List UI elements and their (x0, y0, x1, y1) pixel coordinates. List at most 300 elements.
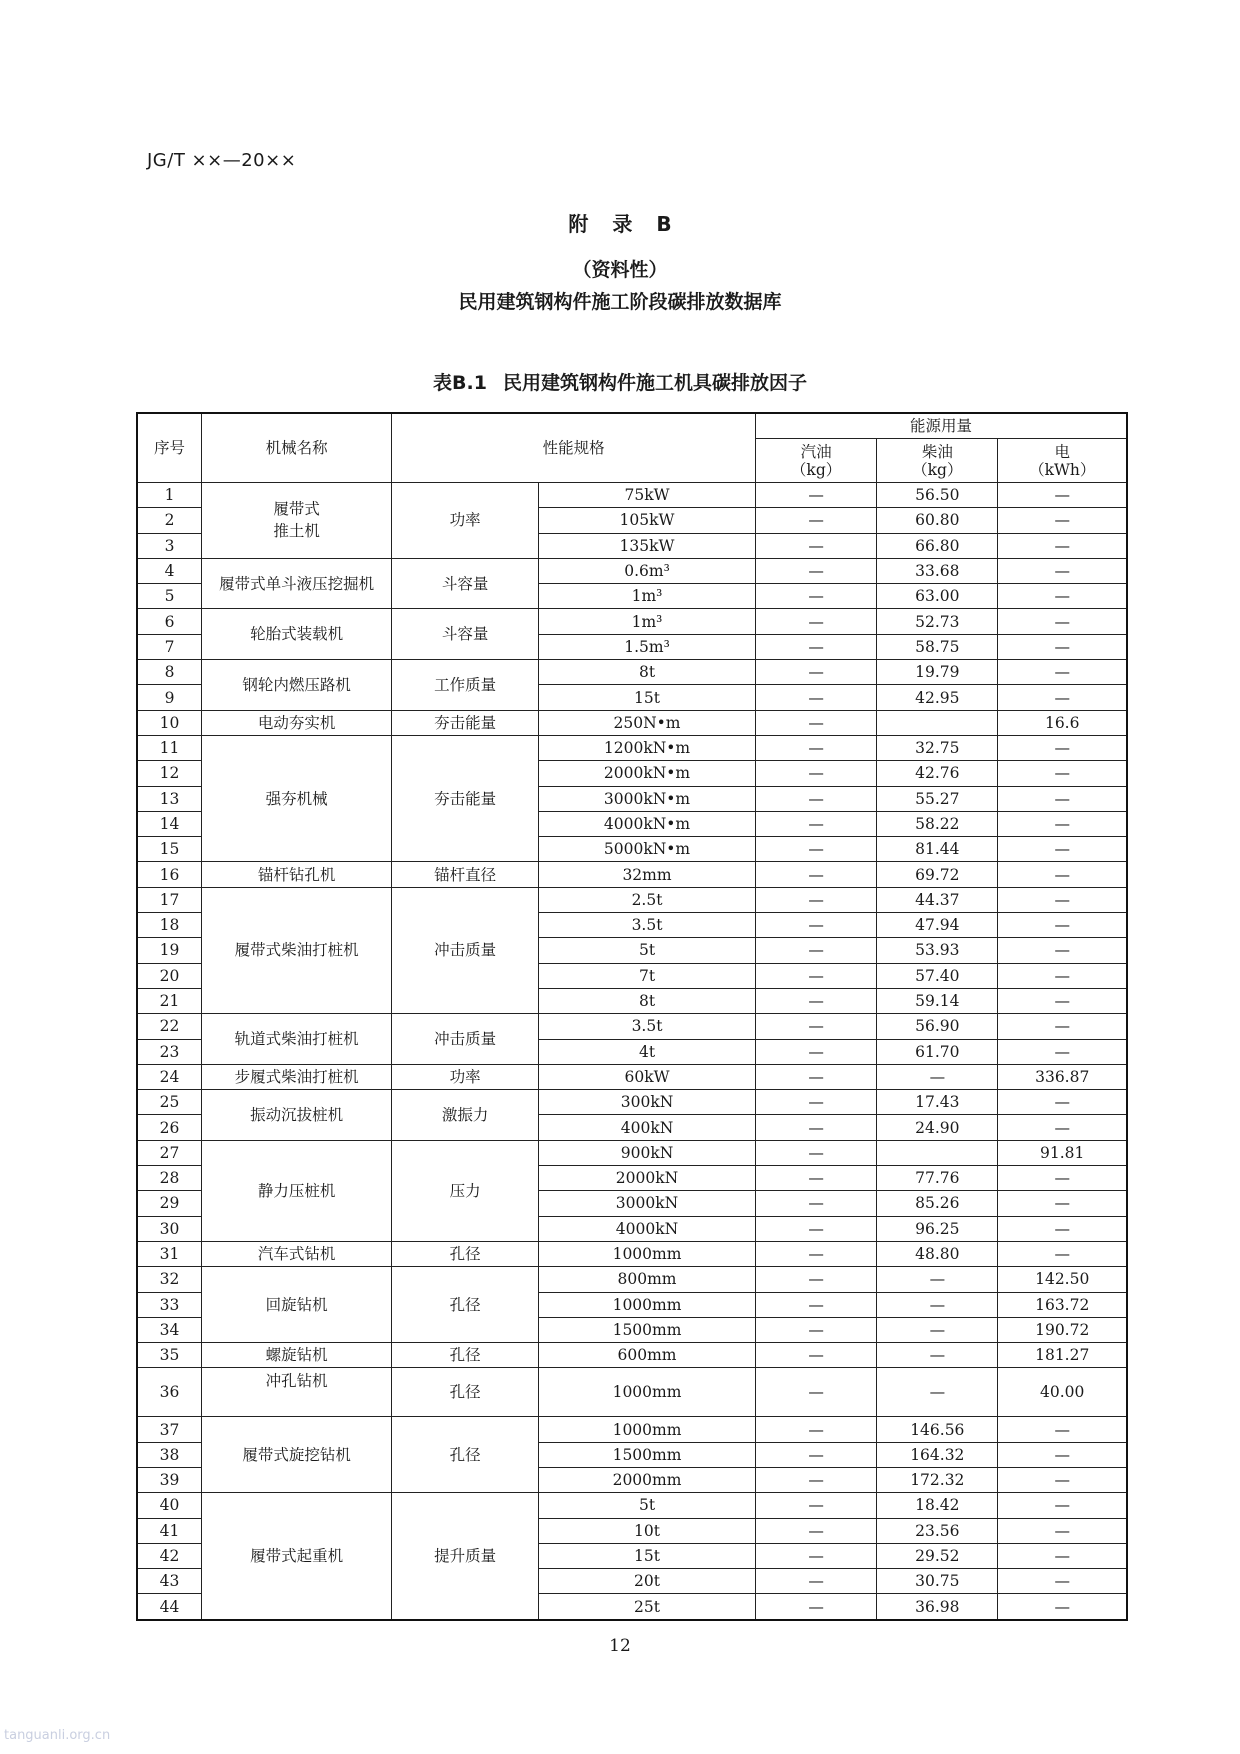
spec-parameter: 锚杆直径 (392, 862, 539, 887)
gasoline-value: — (755, 988, 876, 1013)
machine-name: 轮胎式装载机 (202, 609, 392, 660)
gasoline-value: — (755, 1039, 876, 1064)
diesel-value: — (877, 1317, 998, 1342)
row-number: 39 (137, 1467, 202, 1492)
electricity-value: 163.72 (998, 1292, 1127, 1317)
diesel-value: 23.56 (877, 1518, 998, 1543)
machine-name: 回旋钻机 (202, 1267, 392, 1343)
electricity-value: — (998, 988, 1127, 1013)
machine-name: 履带式 推土机 (202, 483, 392, 559)
gasoline-value: — (755, 735, 876, 760)
spec-value: 105kW (539, 508, 756, 533)
table-row (137, 1267, 1127, 1292)
row-number: 3 (137, 533, 202, 558)
gasoline-value: — (755, 634, 876, 659)
row-number: 15 (137, 837, 202, 862)
spec-value: 600mm (539, 1343, 756, 1368)
diesel-value: 32.75 (877, 735, 998, 760)
spec-value: 2000mm (539, 1467, 756, 1492)
diesel-value: 42.76 (877, 761, 998, 786)
machine-name: 钢轮内燃压路机 (202, 660, 392, 711)
gasoline-value: — (755, 685, 876, 710)
spec-value: 5t (539, 938, 756, 963)
row-number: 28 (137, 1166, 202, 1191)
gasoline-value: — (755, 1493, 876, 1518)
spec-value: 3000kN•m (539, 786, 756, 811)
diesel-value: 58.75 (877, 634, 998, 659)
table-row (137, 558, 1127, 583)
header-energy: 能源用量 (755, 413, 1127, 439)
gasoline-value: — (755, 1140, 876, 1165)
row-number: 16 (137, 862, 202, 887)
table-row (137, 1140, 1127, 1165)
spec-value: 1200kN•m (539, 735, 756, 760)
gasoline-value: — (755, 584, 876, 609)
spec-value: 32mm (539, 862, 756, 887)
table-row (137, 660, 1127, 685)
gasoline-value: — (755, 786, 876, 811)
header-spec: 性能规格 (392, 413, 756, 483)
spec-value: 800mm (539, 1267, 756, 1292)
machine-name: 冲孔钻机 (202, 1368, 392, 1417)
diesel-value: 30.75 (877, 1569, 998, 1594)
table-row (137, 735, 1127, 760)
gasoline-value: — (755, 963, 876, 988)
electricity-value: — (998, 1191, 1127, 1216)
row-number: 24 (137, 1064, 202, 1089)
gasoline-value: — (755, 1543, 876, 1568)
spec-value: 1500mm (539, 1442, 756, 1467)
spec-value: 1000mm (539, 1292, 756, 1317)
gasoline-value: — (755, 1417, 876, 1442)
electricity-value: — (998, 1115, 1127, 1140)
spec-value: 1000mm (539, 1368, 756, 1417)
gasoline-value: — (755, 1267, 876, 1292)
electricity-value: — (998, 558, 1127, 583)
electricity-value: 40.00 (998, 1368, 1127, 1417)
gasoline-value: — (755, 811, 876, 836)
row-number: 2 (137, 508, 202, 533)
row-number: 8 (137, 660, 202, 685)
table-row (137, 887, 1127, 912)
gasoline-value: — (755, 837, 876, 862)
diesel-value: 60.80 (877, 508, 998, 533)
spec-value: 300kN (539, 1090, 756, 1115)
electricity-value: — (998, 1543, 1127, 1568)
electricity-value: — (998, 609, 1127, 634)
table-row (137, 1241, 1127, 1266)
machine-name: 锚杆钻孔机 (202, 862, 392, 887)
spec-value: 3.5t (539, 913, 756, 938)
gasoline-value: — (755, 508, 876, 533)
diesel-value: 77.76 (877, 1166, 998, 1191)
gasoline-value: — (755, 1090, 876, 1115)
row-number: 31 (137, 1241, 202, 1266)
row-number: 9 (137, 685, 202, 710)
machine-name: 履带式单斗液压挖掘机 (202, 558, 392, 609)
table-row (137, 1014, 1127, 1039)
gasoline-value: — (755, 1467, 876, 1492)
spec-value: 15t (539, 1543, 756, 1568)
row-number: 1 (137, 483, 202, 508)
appendix-letter: B (656, 212, 672, 236)
diesel-value: 36.98 (877, 1594, 998, 1620)
spec-parameter: 冲击质量 (392, 1014, 539, 1065)
row-number: 35 (137, 1343, 202, 1368)
row-number: 6 (137, 609, 202, 634)
row-number: 37 (137, 1417, 202, 1442)
electricity-value: — (998, 1039, 1127, 1064)
spec-value: 7t (539, 963, 756, 988)
diesel-value: 58.22 (877, 811, 998, 836)
header-gasoline (755, 439, 876, 483)
row-number: 21 (137, 988, 202, 1013)
diesel-value: 24.90 (877, 1115, 998, 1140)
machine-name: 轨道式柴油打桩机 (202, 1014, 392, 1065)
electricity-value: 142.50 (998, 1267, 1127, 1292)
row-number: 41 (137, 1518, 202, 1543)
diesel-value: 164.32 (877, 1442, 998, 1467)
diesel-value: — (877, 1292, 998, 1317)
spec-value: 900kN (539, 1140, 756, 1165)
electricity-value: — (998, 735, 1127, 760)
electricity-value: — (998, 1014, 1127, 1039)
machine-name: 振动沉拔桩机 (202, 1090, 392, 1141)
electricity-value: — (998, 1216, 1127, 1241)
diesel-value: 61.70 (877, 1039, 998, 1064)
spec-parameter: 斗容量 (392, 609, 539, 660)
gasoline-value: — (755, 1166, 876, 1191)
diesel-value: 33.68 (877, 558, 998, 583)
electricity-value: — (998, 913, 1127, 938)
spec-value: 1500mm (539, 1317, 756, 1342)
spec-value: 4000kN•m (539, 811, 756, 836)
electricity-value: — (998, 685, 1127, 710)
diesel-value: 42.95 (877, 685, 998, 710)
spec-parameter: 孔径 (392, 1417, 539, 1493)
document-code: JG/T ××—20×× (147, 150, 297, 171)
header-diesel-label: 柴油 (921, 442, 953, 461)
gasoline-value: — (755, 1343, 876, 1368)
gasoline-value: — (755, 913, 876, 938)
table-row (137, 710, 1127, 735)
electricity-value: — (998, 483, 1127, 508)
electricity-value: — (998, 1241, 1127, 1266)
electricity-value: — (998, 1166, 1127, 1191)
spec-value: 5000kN•m (539, 837, 756, 862)
diesel-value: 29.52 (877, 1543, 998, 1568)
gasoline-value: — (755, 862, 876, 887)
row-number: 17 (137, 887, 202, 912)
diesel-value: — (877, 1267, 998, 1292)
diesel-value: 85.26 (877, 1191, 998, 1216)
gasoline-value: — (755, 761, 876, 786)
electricity-value: — (998, 1594, 1127, 1620)
spec-value: 1.5m³ (539, 634, 756, 659)
spec-value: 2000kN (539, 1166, 756, 1191)
header-no: 序号 (137, 413, 202, 483)
spec-parameter: 提升质量 (392, 1493, 539, 1620)
electricity-value: — (998, 963, 1127, 988)
diesel-value: 81.44 (877, 837, 998, 862)
machine-name: 履带式起重机 (202, 1493, 392, 1620)
watermark: tanguanli.org.cn (4, 1728, 111, 1743)
gasoline-value: — (755, 1191, 876, 1216)
machine-name: 电动夯实机 (202, 710, 392, 735)
gasoline-value: — (755, 1241, 876, 1266)
gasoline-value: — (755, 887, 876, 912)
row-number: 26 (137, 1115, 202, 1140)
spec-value: 5t (539, 1493, 756, 1518)
gasoline-value: — (755, 1115, 876, 1140)
header-gasoline-unit: （kg） (790, 460, 842, 479)
spec-value: 8t (539, 660, 756, 685)
spec-value: 4t (539, 1039, 756, 1064)
electricity-value: — (998, 1467, 1127, 1492)
machine-name: 履带式柴油打桩机 (202, 887, 392, 1013)
gasoline-value: — (755, 558, 876, 583)
diesel-value: 48.80 (877, 1241, 998, 1266)
electricity-value: — (998, 1518, 1127, 1543)
spec-value: 135kW (539, 533, 756, 558)
spec-parameter: 斗容量 (392, 558, 539, 609)
table-row (137, 1090, 1127, 1115)
spec-parameter: 孔径 (392, 1343, 539, 1368)
diesel-value: 63.00 (877, 584, 998, 609)
diesel-value (877, 710, 998, 735)
electricity-value: — (998, 1442, 1127, 1467)
gasoline-value: — (755, 483, 876, 508)
electricity-value: — (998, 761, 1127, 786)
diesel-value: 56.90 (877, 1014, 998, 1039)
diesel-value: 59.14 (877, 988, 998, 1013)
spec-value: 60kW (539, 1064, 756, 1089)
diesel-value: 53.93 (877, 938, 998, 963)
electricity-value: — (998, 837, 1127, 862)
table-body (137, 483, 1127, 1620)
row-number: 40 (137, 1493, 202, 1518)
row-number: 12 (137, 761, 202, 786)
spec-parameter: 夯击能量 (392, 710, 539, 735)
spec-value: 10t (539, 1518, 756, 1543)
spec-value: 0.6m³ (539, 558, 756, 583)
gasoline-value: — (755, 1292, 876, 1317)
row-number: 43 (137, 1569, 202, 1594)
header-machine-name: 机械名称 (202, 413, 392, 483)
spec-value: 250N•m (539, 710, 756, 735)
diesel-value: 146.56 (877, 1417, 998, 1442)
table-row (137, 1417, 1127, 1442)
spec-value: 4000kN (539, 1216, 756, 1241)
diesel-value: 52.73 (877, 609, 998, 634)
electricity-value: — (998, 634, 1127, 659)
spec-parameter: 孔径 (392, 1267, 539, 1343)
header-gasoline-label: 汽油 (800, 442, 832, 461)
diesel-value (877, 1140, 998, 1165)
row-number: 29 (137, 1191, 202, 1216)
row-number: 11 (137, 735, 202, 760)
spec-value: 75kW (539, 483, 756, 508)
row-number: 25 (137, 1090, 202, 1115)
row-number: 42 (137, 1543, 202, 1568)
row-number: 34 (137, 1317, 202, 1342)
spec-value: 400kN (539, 1115, 756, 1140)
row-number: 33 (137, 1292, 202, 1317)
gasoline-value: — (755, 1216, 876, 1241)
machine-name: 履带式旋挖钻机 (202, 1417, 392, 1493)
spec-value: 3000kN (539, 1191, 756, 1216)
header-diesel (877, 439, 998, 483)
machine-name: 强夯机械 (202, 735, 392, 861)
informative-label: （资料性） (572, 259, 668, 281)
gasoline-value: — (755, 938, 876, 963)
diesel-value: — (877, 1064, 998, 1089)
page-number: 12 (609, 1636, 631, 1656)
gasoline-value: — (755, 1014, 876, 1039)
machine-name: 汽车式钻机 (202, 1241, 392, 1266)
spec-parameter: 夯击能量 (392, 735, 539, 861)
electricity-value: — (998, 1417, 1127, 1442)
table-row (137, 483, 1127, 508)
electricity-value: — (998, 786, 1127, 811)
spec-parameter: 压力 (392, 1140, 539, 1241)
gasoline-value: — (755, 1317, 876, 1342)
row-number: 10 (137, 710, 202, 735)
machine-name: 静力压桩机 (202, 1140, 392, 1241)
electricity-value: 16.6 (998, 710, 1127, 735)
spec-value: 1m³ (539, 584, 756, 609)
electricity-value: — (998, 811, 1127, 836)
table-row (137, 609, 1127, 634)
gasoline-value: — (755, 710, 876, 735)
spec-value: 2.5t (539, 887, 756, 912)
diesel-value: 96.25 (877, 1216, 998, 1241)
table-caption (0, 368, 1240, 395)
table-row (137, 1064, 1127, 1089)
electricity-value: — (998, 584, 1127, 609)
diesel-value: 172.32 (877, 1467, 998, 1492)
table-row (137, 1368, 1127, 1417)
appendix-title (0, 208, 1240, 237)
electricity-value: — (998, 508, 1127, 533)
gasoline-value: — (755, 1368, 876, 1417)
header-diesel-unit: （kg） (912, 460, 963, 479)
gasoline-value: — (755, 660, 876, 685)
gasoline-value: — (755, 1064, 876, 1089)
spec-parameter: 激振力 (392, 1090, 539, 1141)
diesel-value: 69.72 (877, 862, 998, 887)
row-number: 4 (137, 558, 202, 583)
row-number: 13 (137, 786, 202, 811)
gasoline-value: — (755, 1442, 876, 1467)
appendix-word-2: 录 (612, 212, 633, 236)
row-number: 22 (137, 1014, 202, 1039)
electricity-value: — (998, 533, 1127, 558)
gasoline-value: — (755, 1518, 876, 1543)
diesel-value: 19.79 (877, 660, 998, 685)
spec-value: 25t (539, 1594, 756, 1620)
row-number: 18 (137, 913, 202, 938)
spec-value: 1m³ (539, 609, 756, 634)
header-electricity-label: 电 (1054, 442, 1070, 461)
row-number: 20 (137, 963, 202, 988)
spec-parameter: 孔径 (392, 1241, 539, 1266)
electricity-value: — (998, 660, 1127, 685)
electricity-value: 181.27 (998, 1343, 1127, 1368)
spec-parameter: 孔径 (392, 1368, 539, 1417)
diesel-value: 44.37 (877, 887, 998, 912)
header-electricity-unit: （kWh） (1029, 460, 1096, 479)
spec-value: 2000kN•m (539, 761, 756, 786)
row-number: 38 (137, 1442, 202, 1467)
row-number: 23 (137, 1039, 202, 1064)
machine-name: 步履式柴油打桩机 (202, 1064, 392, 1089)
spec-value: 15t (539, 685, 756, 710)
emission-factor-table (136, 412, 1128, 1621)
diesel-value: — (877, 1368, 998, 1417)
spec-value: 3.5t (539, 1014, 756, 1039)
electricity-value: — (998, 938, 1127, 963)
row-number: 14 (137, 811, 202, 836)
gasoline-value: — (755, 533, 876, 558)
spec-parameter: 功率 (392, 1064, 539, 1089)
gasoline-value: — (755, 1569, 876, 1594)
appendix-word-1: 附 (568, 212, 589, 236)
spec-value: 1000mm (539, 1417, 756, 1442)
table-row (137, 862, 1127, 887)
row-number: 30 (137, 1216, 202, 1241)
table-header-row-1 (137, 413, 1127, 439)
electricity-value: — (998, 1493, 1127, 1518)
table-caption-number: 表B.1 (433, 372, 487, 394)
electricity-value: — (998, 1090, 1127, 1115)
table-caption-title: 民用建筑钢构件施工机具碳排放因子 (502, 372, 807, 394)
machine-name: 螺旋钻机 (202, 1343, 392, 1368)
diesel-value: 55.27 (877, 786, 998, 811)
appendix-heading: 民用建筑钢构件施工阶段碳排放数据库 (458, 291, 782, 313)
row-number: 27 (137, 1140, 202, 1165)
diesel-value: 56.50 (877, 483, 998, 508)
diesel-value: 57.40 (877, 963, 998, 988)
electricity-value: — (998, 862, 1127, 887)
spec-parameter: 工作质量 (392, 660, 539, 711)
diesel-value: — (877, 1343, 998, 1368)
electricity-value: — (998, 1569, 1127, 1594)
spec-parameter: 功率 (392, 483, 539, 559)
spec-value: 20t (539, 1569, 756, 1594)
spec-value: 1000mm (539, 1241, 756, 1266)
row-number: 44 (137, 1594, 202, 1620)
row-number: 36 (137, 1368, 202, 1417)
row-number: 32 (137, 1267, 202, 1292)
row-number: 5 (137, 584, 202, 609)
diesel-value: 47.94 (877, 913, 998, 938)
table-row (137, 1343, 1127, 1368)
row-number: 19 (137, 938, 202, 963)
table-row (137, 1493, 1127, 1518)
header-electricity (998, 439, 1127, 483)
electricity-value: 91.81 (998, 1140, 1127, 1165)
diesel-value: 66.80 (877, 533, 998, 558)
diesel-value: 18.42 (877, 1493, 998, 1518)
gasoline-value: — (755, 609, 876, 634)
electricity-value: — (998, 887, 1127, 912)
spec-value: 8t (539, 988, 756, 1013)
gasoline-value: — (755, 1594, 876, 1620)
row-number: 7 (137, 634, 202, 659)
spec-parameter: 冲击质量 (392, 887, 539, 1013)
electricity-value: 336.87 (998, 1064, 1127, 1089)
